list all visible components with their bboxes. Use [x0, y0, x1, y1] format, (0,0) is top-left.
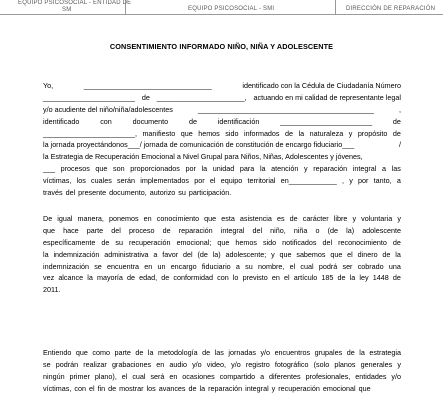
text-word: de	[337, 273, 346, 283]
text-word: encuentros	[274, 348, 311, 357]
text-word: y/o acudiente del niño/niña/adolescentes	[43, 104, 173, 114]
consent-paragraph-2	[43, 213, 401, 296]
text-word: de	[202, 348, 211, 357]
text-word: las	[214, 348, 224, 357]
text-word: la	[259, 164, 266, 174]
header-left-top: EQUIPO PSICOSOCIAL - ENTIDAD DE	[18, 0, 132, 6]
text-line	[43, 116, 401, 128]
text-word: ser	[342, 261, 353, 271]
text-word: el	[347, 249, 353, 259]
text-line	[43, 347, 401, 359]
text-word: dinero	[357, 249, 378, 259]
text-word: su	[178, 188, 186, 198]
text-word: territorial	[247, 176, 276, 186]
text-word: podrán	[55, 359, 79, 369]
text-word: diferentes	[269, 371, 301, 381]
text-word: encuentra	[107, 261, 139, 271]
text-word: que	[358, 383, 371, 393]
text-word: se	[43, 359, 51, 369]
text-word: y	[397, 359, 401, 369]
text-word: cual	[132, 371, 146, 381]
text-word: grabaciones	[111, 359, 152, 369]
text-word: identificado	[43, 116, 80, 126]
text-word: naturaleza	[309, 128, 344, 138]
text-word: la	[199, 383, 206, 393]
text-word: emocional	[322, 383, 356, 393]
text-word: el	[283, 273, 290, 283]
text-word: 1448	[372, 273, 389, 283]
text-word: que	[279, 249, 292, 259]
text-word: cual	[300, 261, 314, 271]
text-word: del	[183, 249, 193, 259]
text-word: unidad	[212, 164, 235, 174]
text-word: reparación	[313, 164, 348, 174]
text-word: en	[143, 214, 152, 223]
consent-paragraph-3	[43, 347, 401, 395]
text-word: ocasiones	[182, 371, 215, 381]
text-word: la)	[212, 249, 221, 259]
text-word: de	[135, 348, 144, 357]
text-word: por	[358, 176, 369, 186]
text-line	[43, 92, 401, 104]
text-word: y	[397, 214, 401, 223]
text-word: primer	[69, 371, 90, 381]
text-word: edad,	[139, 273, 158, 283]
text-word: un	[157, 261, 166, 271]
text-word: compartido	[219, 371, 256, 381]
text-word: Entiendo	[43, 348, 72, 357]
text-word: (de	[327, 225, 338, 235]
text-word: mayoría	[96, 273, 123, 283]
text-word: como	[92, 348, 110, 357]
text-word: manifiesto	[142, 128, 176, 138]
text-word: documento,	[109, 188, 147, 198]
text-line	[43, 359, 401, 371]
text-word: de	[161, 273, 170, 283]
text-word: del	[111, 225, 121, 235]
text-word: recuperación	[278, 383, 320, 393]
text-word: asistencia	[239, 214, 272, 223]
text-word: audio	[169, 359, 187, 369]
text-word: realizar	[83, 359, 107, 369]
text-word: adolescente;	[225, 249, 267, 259]
text-word: adolescente	[362, 225, 401, 235]
text-word: en	[156, 359, 165, 369]
text-word: integral	[245, 383, 269, 393]
text-word: sabemos	[296, 249, 326, 259]
text-line	[43, 213, 401, 225]
text-word: del	[322, 237, 333, 247]
text-word: /	[399, 140, 401, 150]
text-word: el	[209, 176, 216, 186]
text-word: reparación	[178, 225, 213, 235]
text-word: la jornada proyectándonos___/ jornada de comunicación de constitución de encargo fiduciario___	[43, 140, 355, 150]
text-line	[43, 261, 401, 273]
text-word: ______________________,	[156, 92, 247, 102]
text-line	[43, 383, 401, 395]
text-word: equipo	[220, 176, 243, 186]
header-bottom-border	[0, 14, 443, 15]
text-word: sido	[225, 128, 239, 138]
text-word: la	[87, 273, 93, 283]
text-word: ponemos	[109, 214, 139, 223]
text-word: fin	[97, 383, 106, 393]
text-line	[43, 225, 401, 237]
text-word: mostrar	[119, 383, 144, 393]
text-word: de	[392, 128, 401, 138]
text-word: su	[245, 261, 253, 271]
text-line	[43, 80, 401, 92]
text-word: actuando en mi calidad de representante legal	[253, 92, 401, 102]
text-line	[43, 187, 401, 199]
text-word: jornadas	[228, 348, 256, 357]
text-word: de	[289, 214, 298, 223]
text-word: Yo,	[43, 81, 54, 90]
text-word: y	[271, 383, 276, 393]
document-header	[0, 0, 443, 16]
text-word: que	[217, 237, 230, 247]
text-word: _______________________	[43, 92, 135, 102]
text-word: 185	[321, 273, 334, 283]
text-line	[43, 128, 401, 140]
text-line	[43, 139, 401, 151]
text-word: emocional;	[176, 237, 212, 247]
text-line	[43, 272, 401, 284]
text-word: igual	[57, 214, 73, 223]
text-word: de	[285, 128, 294, 138]
text-word: del	[252, 225, 263, 235]
text-word: integral	[352, 164, 377, 174]
text-word: hemos	[198, 128, 220, 138]
text-word: la	[147, 348, 154, 357]
text-word: fotográfico	[274, 359, 309, 369]
text-word: ,	[341, 176, 344, 186]
text-word: que	[95, 164, 108, 174]
text-word: para	[239, 164, 255, 174]
text-word: una	[388, 261, 401, 271]
text-word: niña	[293, 225, 308, 235]
text-word: de	[392, 237, 401, 247]
text-line	[43, 371, 401, 383]
text-word: estrategia	[369, 348, 401, 357]
text-word: y	[303, 164, 308, 174]
text-word: de	[162, 225, 171, 235]
text-word: a	[396, 176, 401, 186]
text-word: el	[289, 261, 296, 271]
text-word: su	[115, 237, 123, 247]
text-word: indemnización	[53, 249, 100, 259]
text-word: es	[276, 214, 285, 223]
text-word: identificado con la Cédula de Ciudadanía Número	[242, 81, 401, 90]
text-word: de	[392, 116, 401, 126]
text-word: y	[349, 176, 353, 186]
text-word: proceso	[128, 225, 155, 235]
text-word: nombre,	[257, 261, 285, 271]
text-word: que	[75, 348, 88, 357]
text-word: que	[330, 249, 343, 259]
text-word: hemos	[235, 237, 257, 247]
text-word: grupales	[314, 348, 343, 357]
text-word: profesionales,	[305, 371, 351, 381]
text-line	[43, 104, 401, 116]
text-word: participación.	[188, 188, 232, 198]
text-word: niño,	[270, 225, 286, 235]
text-word: documento	[132, 116, 169, 126]
text-word: proporcionados	[130, 164, 180, 174]
text-word: con	[100, 116, 112, 126]
header-center: EQUIPO PSICOSOCIAL - SMI	[188, 6, 275, 12]
text-word: de	[188, 383, 197, 393]
text-word: conocimiento	[156, 214, 200, 223]
text-word: cobrado	[357, 261, 384, 271]
text-word: que	[180, 128, 193, 138]
text-word: (solo	[313, 359, 330, 369]
text-word: ____________________________________________	[197, 104, 374, 114]
text-word: de	[101, 237, 110, 247]
text-word: _______________________	[280, 116, 373, 126]
text-word: el	[121, 371, 128, 381]
text-word: vez	[43, 273, 55, 283]
text-word: parte	[114, 348, 131, 357]
text-word: implementados	[140, 176, 190, 186]
text-word: y	[352, 214, 357, 223]
text-word: específicamente	[43, 237, 96, 247]
text-word: identificación	[217, 116, 260, 126]
text-word: podrá	[318, 261, 338, 271]
text-word: ________________________________	[83, 81, 212, 90]
text-line	[43, 249, 401, 261]
document-title: CONSENTIMIENTO INFORMADO NIÑO, NIÑA Y ADOLESCENTE	[109, 42, 334, 51]
text-word: carácter	[302, 214, 329, 223]
text-word: en	[271, 273, 280, 283]
text-word: los	[146, 383, 156, 393]
text-word: y/o	[192, 359, 202, 369]
text-word: De	[43, 214, 53, 223]
text-word: que	[43, 225, 55, 235]
text-word: conformidad	[173, 273, 213, 283]
text-word: la)	[346, 225, 355, 235]
text-word: alcance	[58, 273, 84, 283]
text-word: la	[201, 164, 208, 174]
text-word: víctimas,	[43, 383, 72, 393]
text-word: 2011.	[43, 285, 61, 295]
text-word: (de	[197, 249, 208, 259]
text-word: de	[346, 348, 355, 357]
text-word: ningún	[43, 371, 65, 381]
text-word: propósito	[357, 128, 388, 138]
text-word: la	[359, 348, 365, 357]
text-word: sido	[262, 237, 277, 247]
text-word: son	[113, 164, 125, 174]
text-word: de	[392, 273, 401, 283]
text-word: ,	[398, 104, 401, 114]
text-word: a	[235, 261, 240, 271]
text-word: recuperación	[128, 237, 171, 247]
text-word: de	[141, 92, 150, 102]
text-word: voluntaria	[361, 214, 393, 223]
text-word: _______________________,	[43, 128, 137, 138]
text-word: víctimas,	[43, 176, 72, 186]
text-word: ___	[43, 164, 55, 174]
text-word: se	[94, 261, 102, 271]
text-word: por	[194, 176, 205, 186]
text-word: en____________	[280, 176, 337, 186]
text-word: video,	[206, 359, 226, 369]
text-word: parte	[86, 225, 104, 235]
text-word: a	[382, 164, 386, 174]
text-word: hace	[63, 225, 79, 235]
header-divider	[335, 0, 336, 15]
text-line	[43, 284, 401, 296]
text-word: reparación	[208, 383, 243, 393]
text-line	[43, 163, 401, 175]
text-word: a	[260, 371, 265, 381]
text-word: o	[315, 225, 320, 235]
text-word: en	[144, 261, 153, 271]
text-word: y/o	[391, 371, 401, 381]
text-word: será	[150, 371, 165, 381]
text-word: y/o	[260, 348, 271, 357]
text-word: artículo	[293, 273, 318, 283]
text-word: previsto	[242, 273, 268, 283]
text-word: a	[153, 249, 158, 259]
text-word: y/o	[231, 359, 241, 369]
text-word: registro	[245, 359, 270, 369]
text-word: autorizo	[149, 188, 176, 198]
text-word: y	[348, 128, 353, 138]
text-line	[43, 151, 401, 163]
text-word: de	[127, 273, 136, 283]
text-word: planos	[334, 359, 356, 369]
text-word: cuales	[91, 176, 112, 186]
text-word: con	[217, 273, 229, 283]
text-word: los	[76, 176, 86, 186]
text-word: serán	[117, 176, 136, 186]
text-word: indemnización	[43, 261, 89, 271]
text-word: reconocimiento	[338, 237, 387, 247]
text-word: la Estrategia de Recuperación Emocional a Nivel Grupal para Niños, Niñas, Adolescentes y jóvenes,	[43, 152, 363, 162]
text-word: de	[382, 249, 391, 259]
text-word: por	[185, 164, 196, 174]
text-line	[43, 175, 401, 187]
header-left-bottom: SM	[62, 7, 72, 13]
text-word: la	[395, 249, 401, 259]
text-word: informados	[243, 128, 280, 138]
text-word: metodología	[158, 348, 198, 357]
text-word: avances	[158, 383, 186, 393]
consent-paragraph-1	[43, 80, 401, 199]
text-word: fiduciario	[201, 261, 231, 271]
text-word: el	[88, 383, 95, 393]
text-word: encargo	[170, 261, 197, 271]
text-word: presente	[78, 188, 107, 198]
text-word: plano),	[94, 371, 117, 381]
text-word: en	[169, 371, 178, 381]
text-word: con	[74, 383, 86, 393]
text-word: de	[188, 116, 197, 126]
text-line	[43, 237, 401, 249]
text-word: las	[391, 164, 401, 174]
header-right: DIRECCIÓN DE REPARACIÓN	[346, 6, 436, 12]
text-word: manera,	[77, 214, 104, 223]
text-word: lo	[232, 273, 239, 283]
text-word: libre	[333, 214, 348, 223]
text-word: ley	[359, 273, 369, 283]
text-word: de	[108, 383, 117, 393]
text-word: del	[65, 188, 76, 198]
text-word: atención	[271, 164, 299, 174]
text-word: favor	[162, 249, 179, 259]
text-word: través	[43, 188, 63, 198]
text-word: esta	[221, 214, 235, 223]
text-word: procesos	[60, 164, 90, 174]
text-word: la	[349, 273, 356, 283]
text-word: administrativa	[104, 249, 149, 259]
text-word: notificados	[282, 237, 317, 247]
text-word: la	[298, 128, 305, 138]
text-word: integral	[220, 225, 245, 235]
text-word: entidades	[355, 371, 387, 381]
text-word: y	[271, 249, 275, 259]
text-word: tanto,	[373, 176, 392, 186]
text-word: la	[43, 249, 49, 259]
text-word: que	[204, 214, 217, 223]
text-word: generales	[360, 359, 393, 369]
